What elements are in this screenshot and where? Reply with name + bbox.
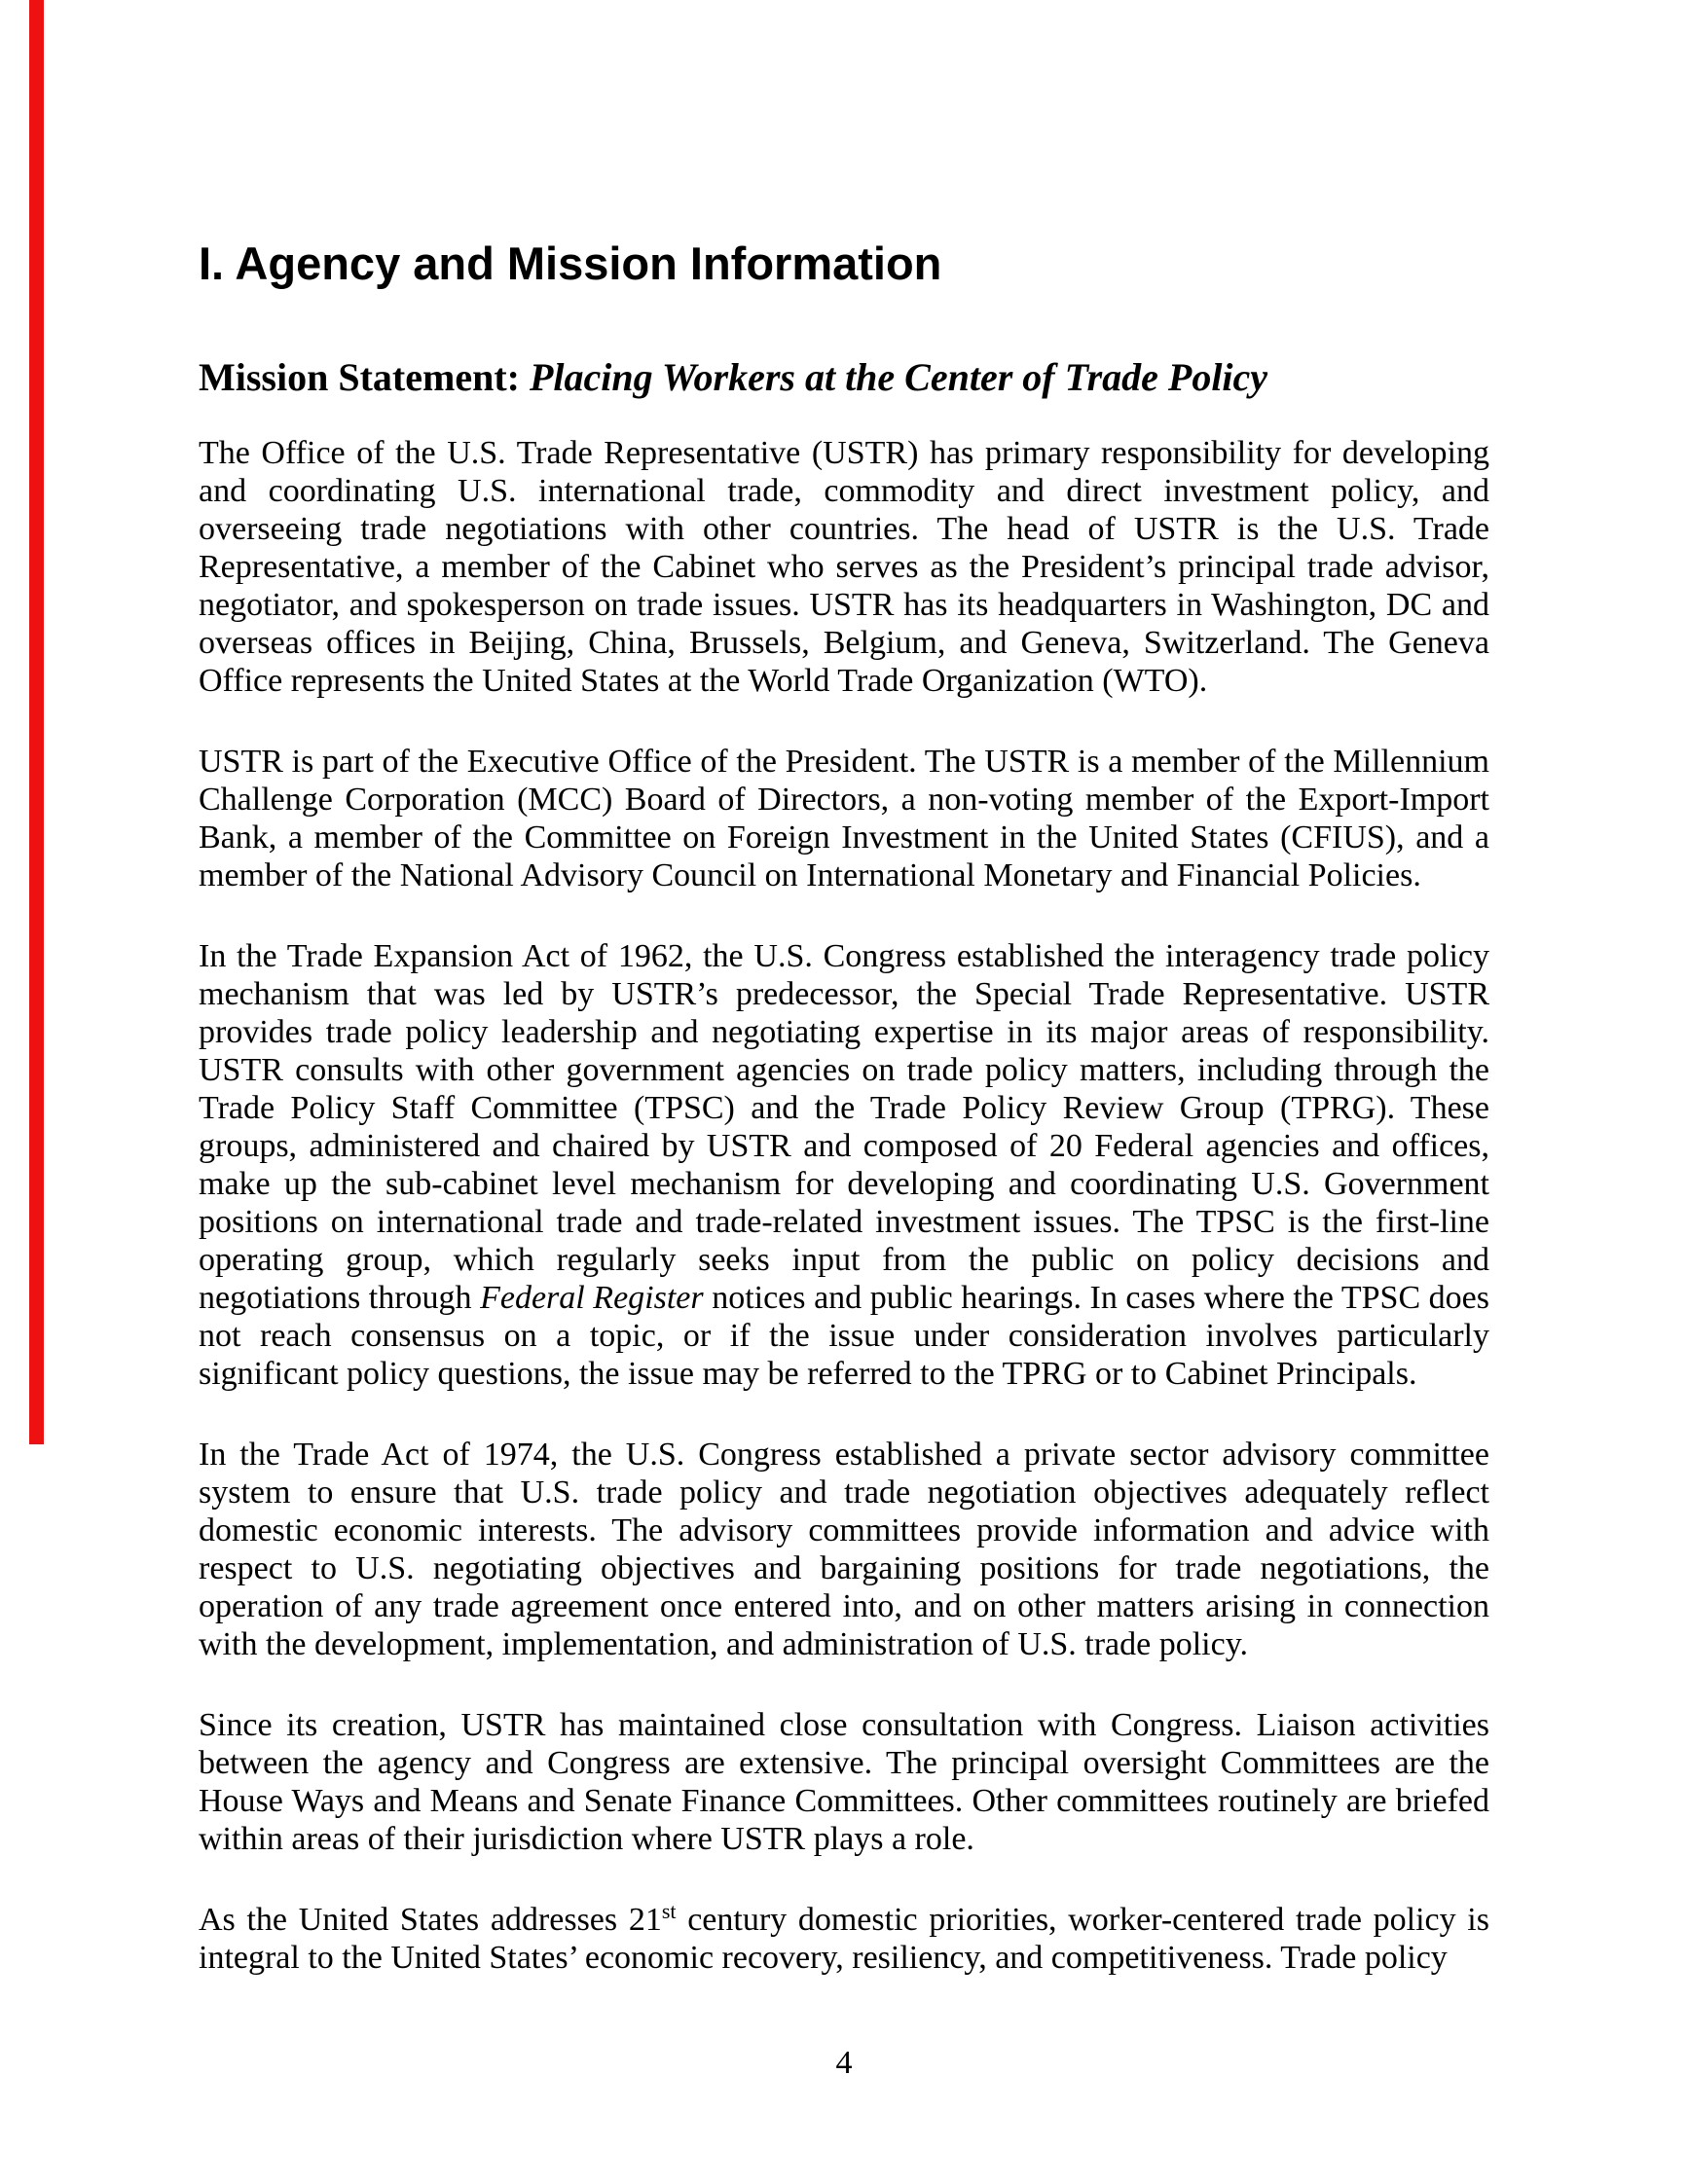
page-content	[199, 0, 1489, 2020]
section-heading: I. Agency and Mission Information	[199, 237, 942, 289]
paragraph-executive-office	[199, 743, 1489, 894]
page-number: 4	[835, 2045, 853, 2081]
text-segment: In the Trade Act of 1974, the U.S. Congress established a private sector advisory committee system to ensure that U.S. trade policy and trade negotiation objectives adequately reflect domestic economic interests. The advisory committees provide information and advice with respect to U.S. negotiating objectives and bargaining positions for trade negotiations, the operation of any trade agreement once entered into, and on other matters arising in connection with the development, implementation, and administration of U.S. trade policy.	[199, 1437, 1489, 1662]
paragraph-trade-expansion-act	[199, 937, 1489, 1393]
paragraph-trade-act-1974	[199, 1436, 1489, 1663]
text-segment: century domestic priorities, worker-centered trade policy is integral to the United States’ economic recovery, resiliency, and competitiveness. Trade policy	[199, 1902, 1489, 1976]
text-segment: In the Trade Expansion Act of 1962, the U.S. Congress established the interagency trade policy mechanism that was led by USTR’s predecessor, the Special Trade Representative. USTR provides trade policy leadership and negotiating expertise in its major areas of responsibility. USTR consults with other government agencies on trade policy matters, including through the Trade Policy Staff Committee (TPSC) and the Trade Policy Review Group (TPRG). These groups, administered and chaired by USTR and composed of 20 Federal agencies and offices, make up the sub-cabinet level mechanism for developing and coordinating U.S. Government positions on international trade and trade-related investment issues. The TPSC is the first-line operating group, which regularly seeks input from the public on policy decisions and negotiations through	[199, 938, 1489, 1316]
text-segment: USTR is part of the Executive Office of the President. The USTR is a member of the Millennium Challenge Corporation (MCC) Board of Directors, a non-voting member of the Export-Import Bank, a member of the Committee on Foreign Investment in the United States (CFIUS), and a member of the National Advisory Council on International Monetary and Financial Policies.	[199, 744, 1489, 893]
text-segment: The Office of the U.S. Trade Representative (USTR) has primary responsibility for developing and coordinating U.S. international trade, commodity and direct investment policy, and overseeing trade negotiations with other countries. The head of USTR is the U.S. Trade Representative, a member of the Cabinet who serves as the President’s principal trade advisor, negotiator, and spokesperson on trade issues. USTR has its headquarters in Washington, DC and overseas offices in Beijing, China, Brussels, Belgium, and Geneva, Switzerland. The Geneva Office represents the United States at the World Trade Organization (WTO).	[199, 435, 1489, 699]
text-segment: st	[661, 1899, 677, 1923]
paragraph-agency-overview	[199, 434, 1489, 700]
red-annotation-bar	[29, 0, 44, 1444]
mission-statement-title: Placing Workers at the Center of Trade Policy	[529, 355, 1268, 399]
paragraph-21st-century	[199, 1901, 1489, 1977]
paragraph-congress-consultation	[199, 1706, 1489, 1858]
text-segment: Since its creation, USTR has maintained close consultation with Congress. Liaison activities between the agency and Congress are extensive. The principal oversight Committees are the House Ways and Means and Senate Finance Committees. Other committees routinely are briefed within areas of their jurisdiction where USTR plays a role.	[199, 1707, 1489, 1857]
mission-statement-label: Mission Statement:	[199, 355, 530, 399]
text-segment: As the United States addresses 21	[199, 1902, 662, 1938]
text-segment: notices and public hearings. In cases where the TPSC does not reach consensus on a topic, or if the issue under consideration involves particularly significant policy questions, the issue may be referred to the TPRG or to Cabinet Principals.	[199, 1280, 1490, 1392]
mission-statement-heading	[199, 356, 1489, 399]
text-segment: Federal Register	[480, 1280, 704, 1316]
